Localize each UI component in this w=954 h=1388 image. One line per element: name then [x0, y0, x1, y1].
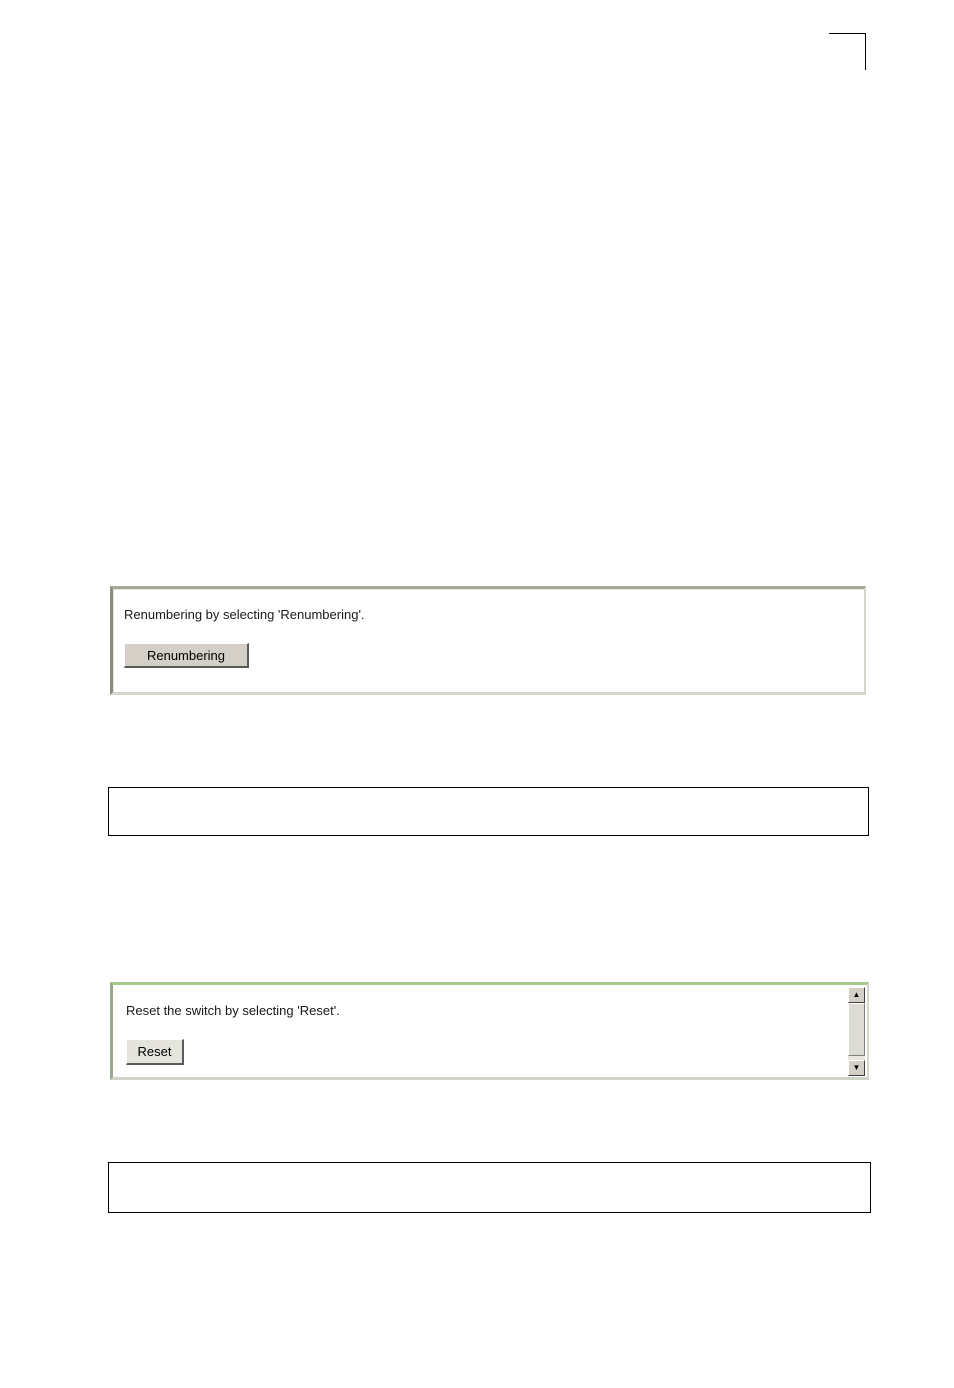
scroll-thumb[interactable] — [848, 1003, 865, 1056]
caption-box-reset — [108, 1162, 871, 1213]
page-corner-mark — [829, 33, 866, 70]
scroll-down-arrow-icon[interactable]: ▼ — [848, 1060, 865, 1076]
reset-instruction: Reset the switch by selecting 'Reset'. — [126, 1003, 340, 1018]
caption-box-renumbering — [108, 787, 869, 836]
vertical-scrollbar[interactable] — [848, 987, 865, 1076]
renumbering-instruction: Renumbering by selecting 'Renumbering'. — [124, 607, 365, 622]
renumbering-screenshot-panel — [110, 586, 866, 695]
reset-button[interactable]: Reset — [126, 1039, 184, 1065]
reset-screenshot-panel — [110, 982, 869, 1080]
renumbering-button[interactable]: Renumbering — [124, 643, 249, 668]
scroll-up-arrow-icon[interactable]: ▲ — [848, 987, 865, 1003]
